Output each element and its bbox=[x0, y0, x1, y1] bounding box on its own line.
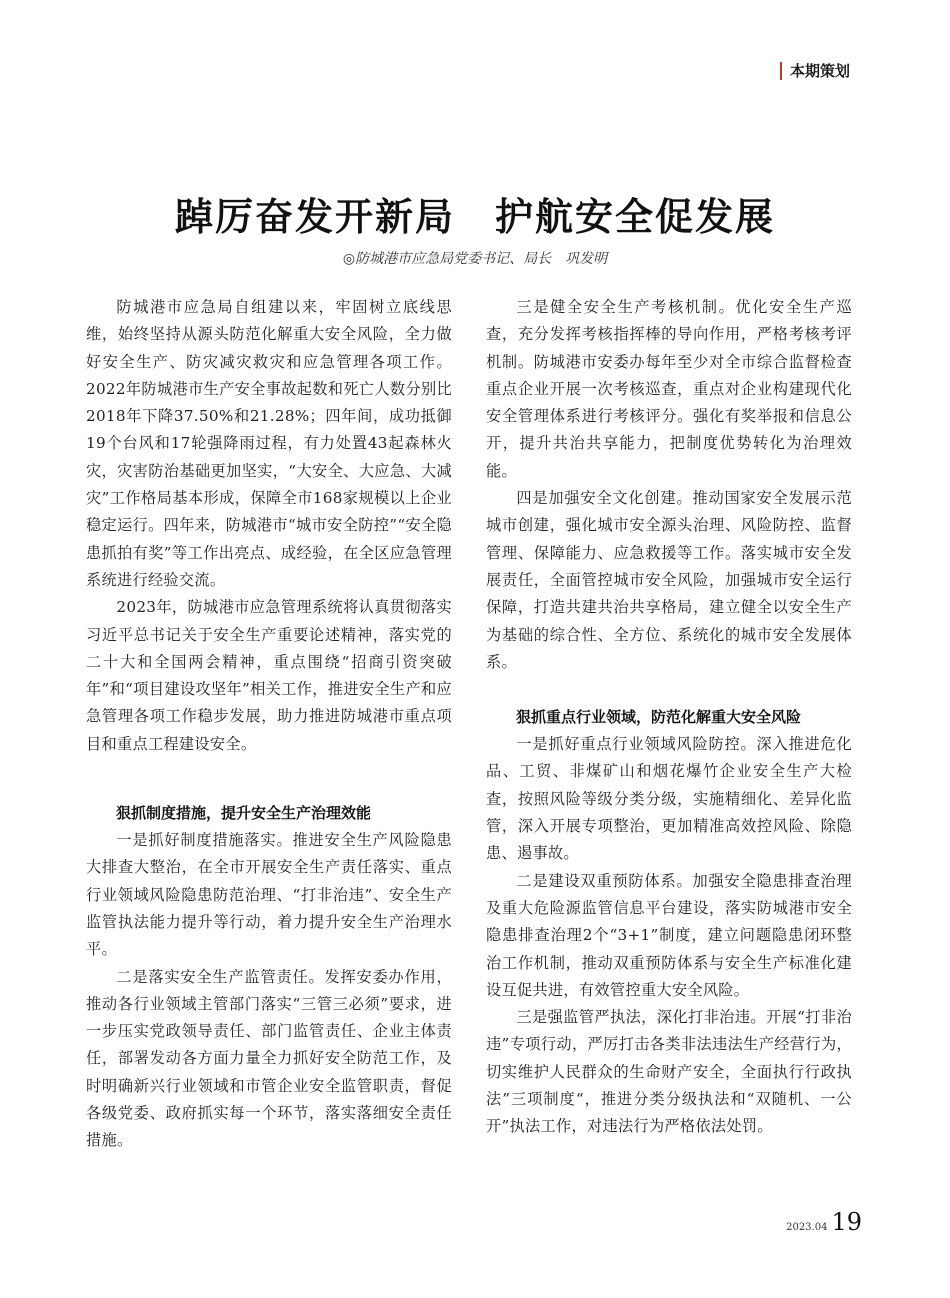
paragraph: 一是抓好重点行业领域风险防控。深入推进危化品、工贸、非煤矿山和烟花爆竹企业安全生产大检查，按照风险等级分类分级，实施精细化、差异化监管，深入开展专项整治，更加精准高效控风险、除隐患、遏事故。 bbox=[486, 735, 852, 863]
section-label: 本期策划 bbox=[789, 62, 850, 80]
left-column bbox=[86, 294, 452, 1155]
paragraph: 二是建设双重预防体系。加强安全隐患排查治理及重大危险源监管信息平台建设，落实防城港市安全隐患排查治理2个“3+1”制度，建立问题隐患闭环整治工作机制，推动双重预防体系与安全生产标准化建设互促共进，有效管控重大安全风险。 bbox=[486, 871, 852, 999]
paragraph: 2023年，防城港市应急管理系统将认真贯彻落实习近平总书记关于安全生产重要论述精神，落实党的二十大和全国两会精神，重点围绕“招商引资突破年”和“项目建设攻坚年”相关工作，推进安全生产和应急管理各项工作稳步发展，助力推进防城港市重点项目和重点工程建设安全。 bbox=[86, 598, 452, 753]
paragraph: 三是强监管严执法，深化打非治违。开展“打非治违”专项行动，严厉打击各类非法违法生产经营行为，切实维护人民群众的生命财产安全，全面执行行政执法”三项制度“，推进分类分级执法和“双随机、一公开”执法工作，对违法行为严格依法处罚。 bbox=[486, 1008, 852, 1136]
section-tag-bar bbox=[780, 62, 782, 80]
page-number: 19 bbox=[831, 1208, 862, 1236]
section-heading: 狠抓制度措施，提升安全生产治理效能 bbox=[116, 804, 372, 823]
article-byline: ◎防城港市应急局党委书记、局长 巩发明 bbox=[342, 251, 608, 267]
right-column bbox=[486, 294, 852, 1141]
article-title: 踔厉奋发开新局 护航安全促发展 bbox=[174, 195, 775, 239]
issue-date: 2023.04 bbox=[786, 1222, 828, 1233]
paragraph: 二是落实安全生产监管责任。发挥安委办作用，推动各行业领域主管部门落实“三管三必须”要求，进一步压实党政领导责任、部门监管责任、企业主体责任，部署发动各方面力量全力抓好安全防范工作，及时明确新兴行业领域和市管企业安全监管职责，督促各级党委、政府抓实每一个环节，落实落细安全责任措施。 bbox=[86, 967, 452, 1150]
paragraph: 三是健全安全生产考核机制。优化安全生产巡查，充分发挥考核指挥棒的导向作用，严格考核考评机制。防城港市安委办每年至少对全市综合监督检查重点企业开展一次考核巡查，重点对企业构建现代化安全管理体系进行考核评分。强化有奖举报和信息公开，提升共治共享能力，把制度优势转化为治理效能。 bbox=[486, 298, 852, 480]
paragraph: 四是加强安全文化创建。推动国家安全发展示范城市创建，强化城市安全源头治理、风险防控、监督管理、保障能力、应急救援等工作。落实城市安全发展责任，全面管控城市安全风险，加强城市安全运行保障，打造共建共治共享格局，建立健全以安全生产为基础的综合性、全方位、系统化的城市安全发展体系。 bbox=[486, 489, 852, 671]
paragraph: 一是抓好制度措施落实。推进安全生产风险隐患大排查大整治，在全市开展安全生产责任落实、重点行业领域风险隐患防范治理、“打非治违”、安全生产监管执法能力提升等行动，着力提升安全生产治理水平。 bbox=[86, 831, 452, 959]
section-tag bbox=[780, 60, 850, 81]
page-footer bbox=[786, 1208, 862, 1236]
paragraph: 防城港市应急局自组建以来，牢固树立底线思维，始终坚持从源头防范化解重大安全风险，全力做好安全生产、防灾减灾救灾和应急管理各项工作。2022年防城港市生产安全事故起数和死亡人数分别比2018年下降37.50%和21.28%；四年间，成功抵御19个台风和17轮强降雨过程，有力处置43起森林火灾，灾害防治基础更加坚实，“大安全、大应急、大减灾”工作格局基本形成，保障全市168家规模以上企业稳定运行。四年来，防城港市“城市安全防控”“安全隐患抓拍有奖”等工作出亮点、成经验，在全区应急管理系统进行经验交流。 bbox=[86, 298, 452, 589]
section-heading: 狠抓重点行业领域，防范化解重大安全风险 bbox=[516, 708, 802, 727]
